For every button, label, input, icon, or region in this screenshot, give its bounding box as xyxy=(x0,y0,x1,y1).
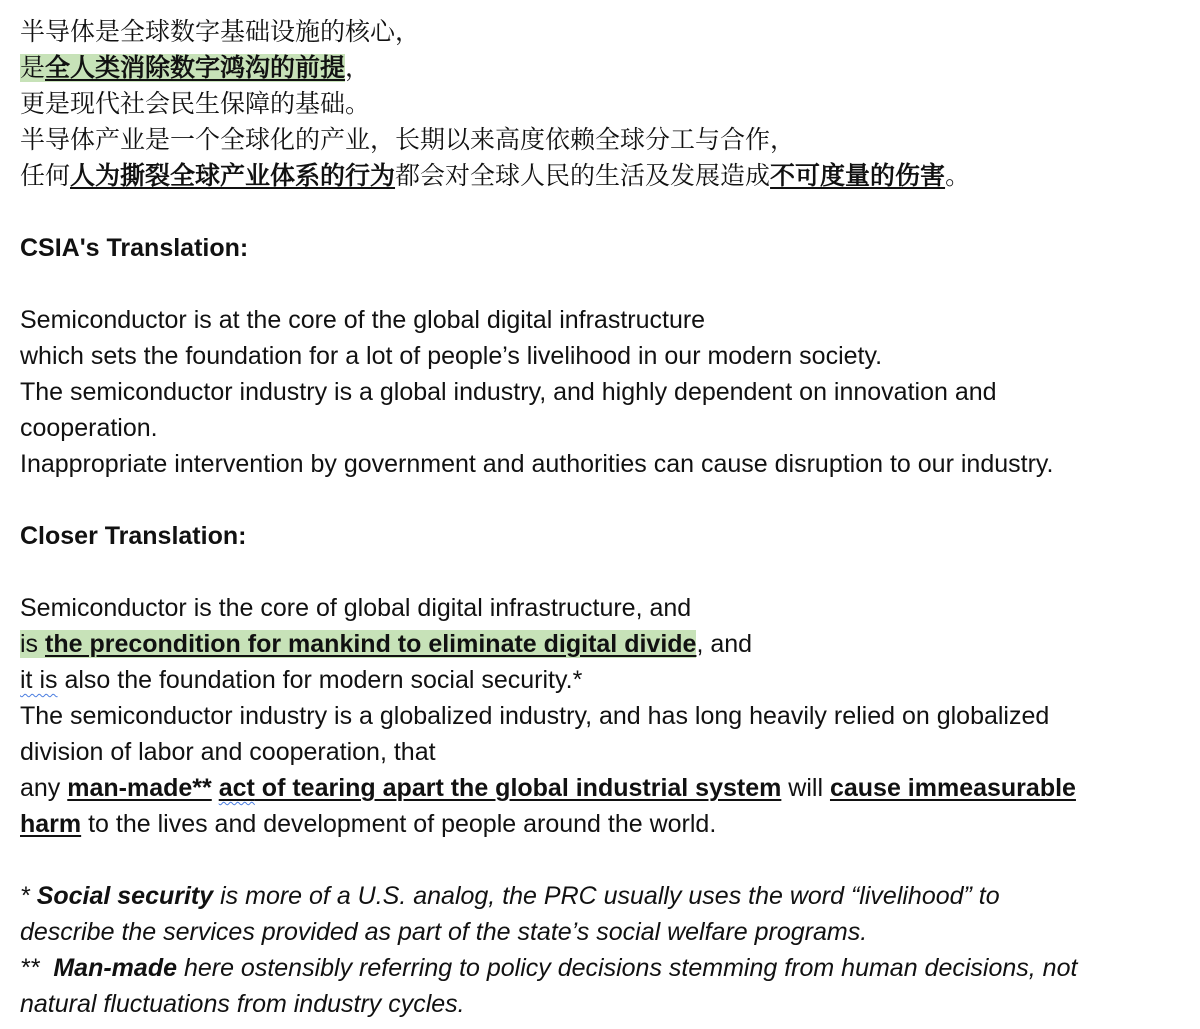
closer-text: will xyxy=(781,774,830,802)
emphasis-text: harm xyxy=(20,810,82,838)
footnote-1-line-2: describe the services provided as part of the state’s social welfare programs. xyxy=(20,918,868,946)
closer-line-4: The semiconductor industry is a globalized industry, and has long heavily relied on globalized xyxy=(20,702,1050,730)
closer-text xyxy=(212,774,219,802)
closer-line-5: division of labor and cooperation, that xyxy=(20,738,436,766)
emphasis-text: 全人类消除数字鸿沟的前提 xyxy=(45,54,346,82)
footnote-term: Social security xyxy=(36,882,214,910)
highlighted-text xyxy=(20,630,696,658)
emphasis-text: of tearing apart the global industrial system xyxy=(254,774,782,802)
highlighted-text xyxy=(20,54,345,82)
closer-text: , and xyxy=(696,630,753,658)
closer-text: is xyxy=(20,630,45,658)
chinese-line-1 xyxy=(20,14,1190,50)
document-page xyxy=(20,0,1190,1022)
chinese-line-4 xyxy=(20,122,1190,158)
csia-line-3: The semiconductor industry is a global industry, and highly dependent on innovation and xyxy=(20,378,997,406)
chinese-text: 任何 xyxy=(20,162,71,190)
chinese-text: 都会对全球人民的生活及发展造成 xyxy=(395,162,771,190)
spacer xyxy=(20,266,1190,302)
footnote-marker: ** xyxy=(20,954,54,982)
emphasis-text: cause immeasurable xyxy=(829,774,1076,802)
chinese-line-5 xyxy=(20,158,1190,194)
emphasis-text: 不可度量的伤害 xyxy=(770,162,946,190)
closer-line-2 xyxy=(20,626,1190,662)
csia-line-1: Semiconductor is at the core of the global digital infrastructure xyxy=(20,306,706,334)
closer-text: any xyxy=(20,774,68,802)
footnote-marker: * xyxy=(20,882,37,910)
csia-line-4: cooperation. xyxy=(20,414,158,442)
spacer xyxy=(20,842,1190,878)
footnote-term: Man-made xyxy=(53,954,177,982)
spacer xyxy=(20,482,1190,518)
chinese-text: 。 xyxy=(945,162,971,190)
chinese-text: 半导体是全球数字基础设施的核心， xyxy=(20,18,421,46)
spellcheck-flagged-text[interactable]: act xyxy=(218,774,255,802)
footnote-2-line-2: natural fluctuations from industry cycles. xyxy=(20,990,465,1018)
closer-line-6 xyxy=(20,770,1190,806)
spacer xyxy=(20,194,1190,230)
chinese-line-2 xyxy=(20,50,1190,86)
chinese-line-3 xyxy=(20,86,1190,122)
emphasis-text: 人为撕裂全球产业体系的行为 xyxy=(70,162,396,190)
footnote-2-line-1 xyxy=(20,950,1190,986)
chinese-text: 是 xyxy=(20,54,46,82)
chinese-text: 半导体产业是一个全球化的产业，长期以来高度依赖全球分工与合作， xyxy=(20,126,796,154)
closer-line-7 xyxy=(20,806,1190,842)
emphasis-text: the precondition for mankind to eliminate digital divide xyxy=(45,630,697,658)
emphasis-text xyxy=(219,774,782,802)
footnote-text: is more of a U.S. analog, the PRC usually uses the word “livelihood” to xyxy=(213,882,1000,910)
closer-line-3 xyxy=(20,662,1190,698)
closer-text: to the lives and development of people around the world. xyxy=(81,810,717,838)
closer-heading: Closer Translation: xyxy=(20,522,247,550)
csia-heading: CSIA's Translation: xyxy=(20,234,249,262)
spacer xyxy=(20,554,1190,590)
csia-line-5: Inappropriate intervention by government and authorities can cause disruption to our industry. xyxy=(20,450,1054,478)
spellcheck-flagged-text[interactable]: it is xyxy=(20,666,58,694)
footnote-1-line-1 xyxy=(20,878,1190,914)
closer-line-1: Semiconductor is the core of global digital infrastructure, and xyxy=(20,594,692,622)
chinese-text: 更是现代社会民生保障的基础。 xyxy=(20,90,371,118)
emphasis-text: man-made** xyxy=(67,774,212,802)
csia-line-2: which sets the foundation for a lot of people’s livelihood in our modern society. xyxy=(20,342,883,370)
closer-text: also the foundation for modern social security.* xyxy=(57,666,583,694)
chinese-text: ， xyxy=(345,54,371,82)
footnote-text: here ostensibly referring to policy decisions stemming from human decisions, not xyxy=(177,954,1078,982)
